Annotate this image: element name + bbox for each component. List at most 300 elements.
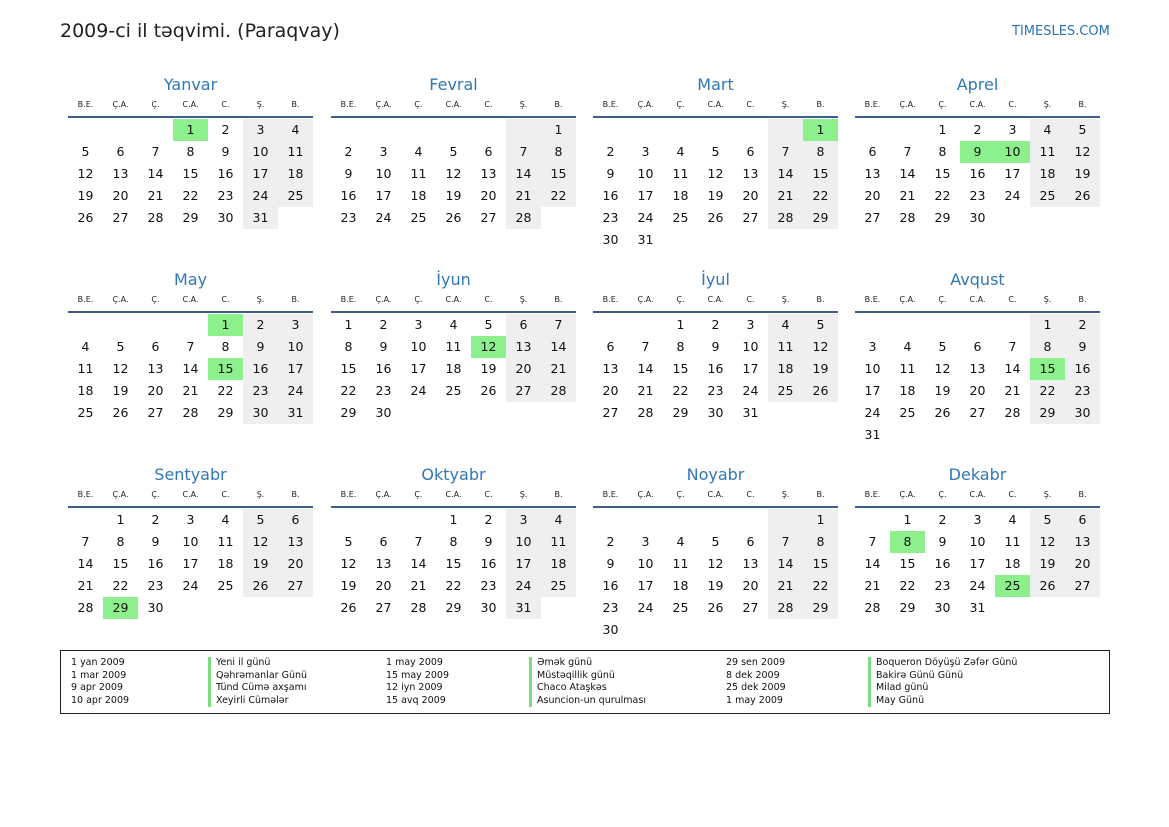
day-cell[interactable]: 9 <box>243 336 278 358</box>
day-cell[interactable]: 30 <box>707 405 724 420</box>
day-cell[interactable]: 4 <box>541 509 576 531</box>
day-cell[interactable]: 30 <box>934 600 951 615</box>
day-cell[interactable]: 8 <box>221 339 230 354</box>
day-cell[interactable]: 22 <box>803 575 838 597</box>
day-cell[interactable]: 4 <box>1008 512 1017 527</box>
day-cell[interactable]: 1 <box>208 314 243 336</box>
day-cell[interactable]: 29 <box>803 207 838 229</box>
day-cell[interactable]: 31 <box>506 597 541 619</box>
day-cell[interactable]: 25 <box>278 185 313 207</box>
day-cell[interactable]: 4 <box>1030 119 1065 141</box>
day-cell[interactable]: 18 <box>768 358 803 380</box>
day-cell[interactable]: 1 <box>676 317 685 332</box>
day-cell[interactable]: 3 <box>278 314 313 336</box>
day-cell[interactable]: 6 <box>973 339 982 354</box>
day-cell[interactable]: 25 <box>672 600 689 615</box>
day-cell[interactable]: 6 <box>278 509 313 531</box>
day-cell[interactable]: 13 <box>147 361 164 376</box>
day-cell[interactable]: 7 <box>151 144 160 159</box>
day-cell[interactable]: 4 <box>768 314 803 336</box>
day-cell[interactable]: 31 <box>278 402 313 424</box>
day-cell[interactable]: 23 <box>602 600 619 615</box>
day-cell[interactable]: 27 <box>112 210 129 225</box>
day-cell[interactable]: 28 <box>1004 405 1021 420</box>
day-cell[interactable]: 16 <box>243 358 278 380</box>
day-cell[interactable]: 21 <box>147 188 164 203</box>
day-cell[interactable]: 1 <box>116 512 125 527</box>
day-cell[interactable]: 5 <box>1065 119 1100 141</box>
day-cell[interactable]: 30 <box>602 622 619 637</box>
day-cell[interactable]: 21 <box>77 578 94 593</box>
day-cell[interactable]: 5 <box>711 534 720 549</box>
day-cell[interactable]: 10 <box>375 166 392 181</box>
day-cell[interactable]: 24 <box>742 383 759 398</box>
day-cell[interactable]: 27 <box>480 210 497 225</box>
day-cell[interactable]: 10 <box>278 336 313 358</box>
day-cell[interactable]: 14 <box>768 553 803 575</box>
day-cell[interactable]: 7 <box>903 144 912 159</box>
day-cell[interactable]: 14 <box>899 166 916 181</box>
day-cell[interactable]: 22 <box>1030 380 1065 402</box>
day-cell[interactable]: 24 <box>278 380 313 402</box>
day-cell[interactable]: 27 <box>969 405 986 420</box>
day-cell[interactable]: 15 <box>208 358 243 380</box>
day-cell[interactable]: 10 <box>243 141 278 163</box>
day-cell[interactable]: 28 <box>77 600 94 615</box>
day-cell[interactable]: 4 <box>221 512 230 527</box>
day-cell[interactable]: 15 <box>182 166 199 181</box>
day-cell[interactable]: 12 <box>1065 141 1100 163</box>
day-cell[interactable]: 29 <box>803 597 838 619</box>
day-cell[interactable]: 25 <box>1030 185 1065 207</box>
day-cell[interactable]: 18 <box>672 188 689 203</box>
day-cell[interactable]: 6 <box>746 534 755 549</box>
day-cell[interactable]: 19 <box>340 578 357 593</box>
day-cell[interactable]: 20 <box>742 578 759 593</box>
day-cell[interactable]: 18 <box>541 553 576 575</box>
day-cell[interactable]: 10 <box>637 166 654 181</box>
day-cell[interactable]: 6 <box>1065 509 1100 531</box>
day-cell[interactable]: 17 <box>506 553 541 575</box>
day-cell[interactable]: 29 <box>182 210 199 225</box>
day-cell[interactable]: 17 <box>1004 166 1021 181</box>
day-cell[interactable]: 20 <box>506 358 541 380</box>
day-cell[interactable]: 30 <box>1065 402 1100 424</box>
day-cell[interactable]: 7 <box>1008 339 1017 354</box>
day-cell[interactable]: 16 <box>934 556 951 571</box>
day-cell[interactable]: 23 <box>147 578 164 593</box>
day-cell[interactable]: 12 <box>445 166 462 181</box>
day-cell[interactable]: 11 <box>899 361 916 376</box>
day-cell[interactable]: 17 <box>243 163 278 185</box>
day-cell[interactable]: 2 <box>938 512 947 527</box>
day-cell[interactable]: 13 <box>480 166 497 181</box>
day-cell[interactable]: 2 <box>221 122 230 137</box>
day-cell[interactable]: 5 <box>1030 509 1065 531</box>
day-cell[interactable]: 8 <box>344 339 353 354</box>
day-cell[interactable]: 21 <box>1004 383 1021 398</box>
day-cell[interactable]: 1 <box>344 317 353 332</box>
day-cell[interactable]: 31 <box>864 427 881 442</box>
day-cell[interactable]: 20 <box>864 188 881 203</box>
day-cell[interactable]: 22 <box>934 188 951 203</box>
day-cell[interactable]: 28 <box>899 210 916 225</box>
day-cell[interactable]: 17 <box>969 556 986 571</box>
day-cell[interactable]: 19 <box>480 361 497 376</box>
day-cell[interactable]: 28 <box>768 207 803 229</box>
day-cell[interactable]: 6 <box>484 144 493 159</box>
day-cell[interactable]: 8 <box>890 531 925 553</box>
day-cell[interactable]: 24 <box>1004 188 1021 203</box>
day-cell[interactable]: 16 <box>707 361 724 376</box>
day-cell[interactable]: 8 <box>938 144 947 159</box>
day-cell[interactable]: 23 <box>375 383 392 398</box>
day-cell[interactable]: 2 <box>1065 314 1100 336</box>
day-cell[interactable]: 23 <box>480 578 497 593</box>
day-cell[interactable]: 6 <box>606 339 615 354</box>
day-cell[interactable]: 19 <box>707 188 724 203</box>
day-cell[interactable]: 12 <box>934 361 951 376</box>
day-cell[interactable]: 26 <box>340 600 357 615</box>
day-cell[interactable]: 3 <box>641 144 650 159</box>
day-cell[interactable]: 27 <box>375 600 392 615</box>
day-cell[interactable]: 25 <box>899 405 916 420</box>
day-cell[interactable]: 6 <box>868 144 877 159</box>
day-cell[interactable]: 28 <box>864 600 881 615</box>
day-cell[interactable]: 2 <box>151 512 160 527</box>
day-cell[interactable]: 2 <box>243 314 278 336</box>
day-cell[interactable]: 26 <box>1065 185 1100 207</box>
day-cell[interactable]: 25 <box>410 210 427 225</box>
day-cell[interactable]: 19 <box>707 578 724 593</box>
day-cell[interactable]: 13 <box>742 556 759 571</box>
day-cell[interactable]: 12 <box>1030 531 1065 553</box>
day-cell[interactable]: 21 <box>182 383 199 398</box>
day-cell[interactable]: 15 <box>803 553 838 575</box>
day-cell[interactable]: 17 <box>637 188 654 203</box>
day-cell[interactable]: 21 <box>506 185 541 207</box>
day-cell[interactable]: 8 <box>1030 336 1065 358</box>
day-cell[interactable]: 30 <box>602 232 619 247</box>
day-cell[interactable]: 2 <box>344 144 353 159</box>
day-cell[interactable]: 9 <box>221 144 230 159</box>
day-cell[interactable]: 19 <box>77 188 94 203</box>
day-cell[interactable]: 5 <box>803 314 838 336</box>
day-cell[interactable]: 26 <box>243 575 278 597</box>
day-cell[interactable]: 3 <box>1008 122 1017 137</box>
day-cell[interactable]: 25 <box>77 405 94 420</box>
day-cell[interactable]: 9 <box>484 534 493 549</box>
day-cell[interactable]: 10 <box>506 531 541 553</box>
day-cell[interactable]: 8 <box>116 534 125 549</box>
day-cell[interactable]: 30 <box>969 210 986 225</box>
day-cell[interactable]: 25 <box>445 383 462 398</box>
day-cell[interactable]: 28 <box>637 405 654 420</box>
day-cell[interactable]: 16 <box>340 188 357 203</box>
day-cell[interactable]: 27 <box>278 575 313 597</box>
day-cell[interactable]: 22 <box>182 188 199 203</box>
day-cell[interactable]: 3 <box>868 339 877 354</box>
day-cell[interactable]: 15 <box>445 556 462 571</box>
day-cell[interactable]: 4 <box>414 144 423 159</box>
day-cell[interactable]: 20 <box>480 188 497 203</box>
day-cell[interactable]: 10 <box>969 534 986 549</box>
day-cell[interactable]: 4 <box>676 144 685 159</box>
day-cell[interactable]: 20 <box>742 188 759 203</box>
day-cell[interactable]: 19 <box>243 553 278 575</box>
day-cell[interactable]: 29 <box>1030 402 1065 424</box>
day-cell[interactable]: 14 <box>1004 361 1021 376</box>
day-cell[interactable]: 5 <box>243 509 278 531</box>
day-cell[interactable]: 5 <box>711 144 720 159</box>
day-cell[interactable]: 6 <box>151 339 160 354</box>
day-cell[interactable]: 27 <box>602 405 619 420</box>
day-cell[interactable]: 16 <box>375 361 392 376</box>
day-cell[interactable]: 14 <box>637 361 654 376</box>
day-cell[interactable]: 23 <box>969 188 986 203</box>
day-cell[interactable]: 19 <box>803 358 838 380</box>
day-cell[interactable]: 4 <box>449 317 458 332</box>
day-cell[interactable]: 14 <box>541 336 576 358</box>
day-cell[interactable]: 1 <box>449 512 458 527</box>
day-cell[interactable]: 7 <box>768 141 803 163</box>
day-cell[interactable]: 22 <box>445 578 462 593</box>
day-cell[interactable]: 31 <box>742 405 759 420</box>
day-cell[interactable]: 20 <box>1065 553 1100 575</box>
day-cell[interactable]: 27 <box>864 210 881 225</box>
day-cell[interactable]: 16 <box>969 166 986 181</box>
day-cell[interactable]: 3 <box>973 512 982 527</box>
day-cell[interactable]: 7 <box>186 339 195 354</box>
day-cell[interactable]: 13 <box>112 166 129 181</box>
day-cell[interactable]: 26 <box>1030 575 1065 597</box>
day-cell[interactable]: 11 <box>1030 141 1065 163</box>
day-cell[interactable]: 9 <box>938 534 947 549</box>
day-cell[interactable]: 11 <box>410 166 427 181</box>
day-cell[interactable]: 26 <box>480 383 497 398</box>
day-cell[interactable]: 3 <box>379 144 388 159</box>
day-cell[interactable]: 9 <box>960 141 995 163</box>
day-cell[interactable]: 8 <box>186 144 195 159</box>
day-cell[interactable]: 9 <box>606 166 615 181</box>
day-cell[interactable]: 5 <box>484 317 493 332</box>
day-cell[interactable]: 29 <box>934 210 951 225</box>
day-cell[interactable]: 11 <box>768 336 803 358</box>
day-cell[interactable]: 14 <box>864 556 881 571</box>
day-cell[interactable]: 31 <box>243 207 278 229</box>
day-cell[interactable]: 12 <box>112 361 129 376</box>
day-cell[interactable]: 29 <box>899 600 916 615</box>
day-cell[interactable]: 15 <box>112 556 129 571</box>
day-cell[interactable]: 7 <box>541 314 576 336</box>
day-cell[interactable]: 18 <box>445 361 462 376</box>
day-cell[interactable]: 23 <box>707 383 724 398</box>
day-cell[interactable]: 1 <box>803 119 838 141</box>
day-cell[interactable]: 4 <box>676 534 685 549</box>
day-cell[interactable]: 23 <box>1065 380 1100 402</box>
day-cell[interactable]: 3 <box>506 509 541 531</box>
day-cell[interactable]: 12 <box>707 166 724 181</box>
day-cell[interactable]: 12 <box>707 556 724 571</box>
day-cell[interactable]: 28 <box>410 600 427 615</box>
day-cell[interactable]: 25 <box>672 210 689 225</box>
day-cell[interactable]: 15 <box>803 163 838 185</box>
day-cell[interactable]: 6 <box>506 314 541 336</box>
day-cell[interactable]: 3 <box>186 512 195 527</box>
day-cell[interactable]: 7 <box>768 531 803 553</box>
day-cell[interactable]: 5 <box>938 339 947 354</box>
day-cell[interactable]: 5 <box>449 144 458 159</box>
day-cell[interactable]: 21 <box>768 185 803 207</box>
day-cell[interactable]: 23 <box>340 210 357 225</box>
day-cell[interactable]: 11 <box>672 166 689 181</box>
day-cell[interactable]: 2 <box>606 144 615 159</box>
day-cell[interactable]: 15 <box>899 556 916 571</box>
day-cell[interactable]: 22 <box>340 383 357 398</box>
day-cell[interactable]: 12 <box>243 531 278 553</box>
day-cell[interactable]: 18 <box>278 163 313 185</box>
day-cell[interactable]: 1 <box>803 509 838 531</box>
day-cell[interactable]: 6 <box>379 534 388 549</box>
day-cell[interactable]: 26 <box>803 380 838 402</box>
day-cell[interactable]: 27 <box>742 210 759 225</box>
day-cell[interactable]: 15 <box>340 361 357 376</box>
day-cell[interactable]: 22 <box>672 383 689 398</box>
day-cell[interactable]: 13 <box>375 556 392 571</box>
day-cell[interactable]: 24 <box>243 185 278 207</box>
day-cell[interactable]: 11 <box>217 534 234 549</box>
day-cell[interactable]: 17 <box>864 383 881 398</box>
day-cell[interactable]: 28 <box>147 210 164 225</box>
day-cell[interactable]: 1 <box>903 512 912 527</box>
day-cell[interactable]: 26 <box>77 210 94 225</box>
day-cell[interactable]: 11 <box>77 361 94 376</box>
day-cell[interactable]: 2 <box>711 317 720 332</box>
day-cell[interactable]: 22 <box>112 578 129 593</box>
day-cell[interactable]: 8 <box>676 339 685 354</box>
day-cell[interactable]: 27 <box>742 600 759 615</box>
day-cell[interactable]: 30 <box>217 210 234 225</box>
day-cell[interactable]: 19 <box>1030 553 1065 575</box>
day-cell[interactable]: 20 <box>112 188 129 203</box>
day-cell[interactable]: 6 <box>746 144 755 159</box>
day-cell[interactable]: 8 <box>541 141 576 163</box>
day-cell[interactable]: 24 <box>375 210 392 225</box>
day-cell[interactable]: 24 <box>864 405 881 420</box>
day-cell[interactable]: 16 <box>147 556 164 571</box>
day-cell[interactable]: 22 <box>803 185 838 207</box>
day-cell[interactable]: 1 <box>541 119 576 141</box>
day-cell[interactable]: 10 <box>995 141 1030 163</box>
day-cell[interactable]: 22 <box>217 383 234 398</box>
day-cell[interactable]: 29 <box>103 597 138 619</box>
day-cell[interactable]: 9 <box>1065 336 1100 358</box>
day-cell[interactable]: 15 <box>672 361 689 376</box>
day-cell[interactable]: 1 <box>938 122 947 137</box>
day-cell[interactable]: 16 <box>217 166 234 181</box>
day-cell[interactable]: 20 <box>375 578 392 593</box>
day-cell[interactable]: 18 <box>1004 556 1021 571</box>
day-cell[interactable]: 3 <box>414 317 423 332</box>
day-cell[interactable]: 28 <box>182 405 199 420</box>
day-cell[interactable]: 9 <box>711 339 720 354</box>
day-cell[interactable]: 12 <box>340 556 357 571</box>
day-cell[interactable]: 20 <box>147 383 164 398</box>
day-cell[interactable]: 27 <box>506 380 541 402</box>
day-cell[interactable]: 27 <box>1065 575 1100 597</box>
day-cell[interactable]: 17 <box>637 578 654 593</box>
day-cell[interactable]: 13 <box>1065 531 1100 553</box>
day-cell[interactable]: 26 <box>445 210 462 225</box>
day-cell[interactable]: 21 <box>768 575 803 597</box>
day-cell[interactable]: 2 <box>484 512 493 527</box>
day-cell[interactable]: 18 <box>1030 163 1065 185</box>
day-cell[interactable]: 17 <box>182 556 199 571</box>
day-cell[interactable]: 18 <box>410 188 427 203</box>
day-cell[interactable]: 2 <box>379 317 388 332</box>
day-cell[interactable]: 10 <box>742 339 759 354</box>
day-cell[interactable]: 15 <box>934 166 951 181</box>
day-cell[interactable]: 18 <box>672 578 689 593</box>
day-cell[interactable]: 30 <box>243 402 278 424</box>
day-cell[interactable]: 16 <box>602 578 619 593</box>
day-cell[interactable]: 13 <box>742 166 759 181</box>
day-cell[interactable]: 12 <box>471 336 506 358</box>
day-cell[interactable]: 13 <box>506 336 541 358</box>
day-cell[interactable]: 11 <box>672 556 689 571</box>
day-cell[interactable]: 7 <box>506 141 541 163</box>
day-cell[interactable]: 7 <box>641 339 650 354</box>
day-cell[interactable]: 16 <box>602 188 619 203</box>
day-cell[interactable]: 9 <box>151 534 160 549</box>
day-cell[interactable]: 25 <box>541 575 576 597</box>
day-cell[interactable]: 30 <box>375 405 392 420</box>
day-cell[interactable]: 7 <box>868 534 877 549</box>
day-cell[interactable]: 30 <box>147 600 164 615</box>
day-cell[interactable]: 24 <box>637 600 654 615</box>
day-cell[interactable]: 19 <box>112 383 129 398</box>
day-cell[interactable]: 14 <box>77 556 94 571</box>
day-cell[interactable]: 20 <box>278 553 313 575</box>
day-cell[interactable]: 14 <box>147 166 164 181</box>
day-cell[interactable]: 17 <box>278 358 313 380</box>
day-cell[interactable]: 12 <box>803 336 838 358</box>
day-cell[interactable]: 14 <box>182 361 199 376</box>
day-cell[interactable]: 20 <box>602 383 619 398</box>
day-cell[interactable]: 1 <box>173 119 208 141</box>
day-cell[interactable]: 29 <box>217 405 234 420</box>
day-cell[interactable]: 2 <box>973 122 982 137</box>
day-cell[interactable]: 4 <box>278 119 313 141</box>
day-cell[interactable]: 17 <box>742 361 759 376</box>
day-cell[interactable]: 13 <box>278 531 313 553</box>
day-cell[interactable]: 27 <box>147 405 164 420</box>
day-cell[interactable]: 25 <box>768 380 803 402</box>
day-cell[interactable]: 3 <box>641 534 650 549</box>
day-cell[interactable]: 18 <box>217 556 234 571</box>
day-cell[interactable]: 12 <box>77 166 94 181</box>
day-cell[interactable]: 16 <box>1065 358 1100 380</box>
day-cell[interactable]: 24 <box>182 578 199 593</box>
day-cell[interactable]: 17 <box>410 361 427 376</box>
day-cell[interactable]: 11 <box>541 531 576 553</box>
day-cell[interactable]: 25 <box>995 575 1030 597</box>
day-cell[interactable]: 8 <box>803 141 838 163</box>
day-cell[interactable]: 21 <box>541 358 576 380</box>
day-cell[interactable]: 15 <box>541 163 576 185</box>
day-cell[interactable]: 23 <box>602 210 619 225</box>
day-cell[interactable]: 2 <box>606 534 615 549</box>
